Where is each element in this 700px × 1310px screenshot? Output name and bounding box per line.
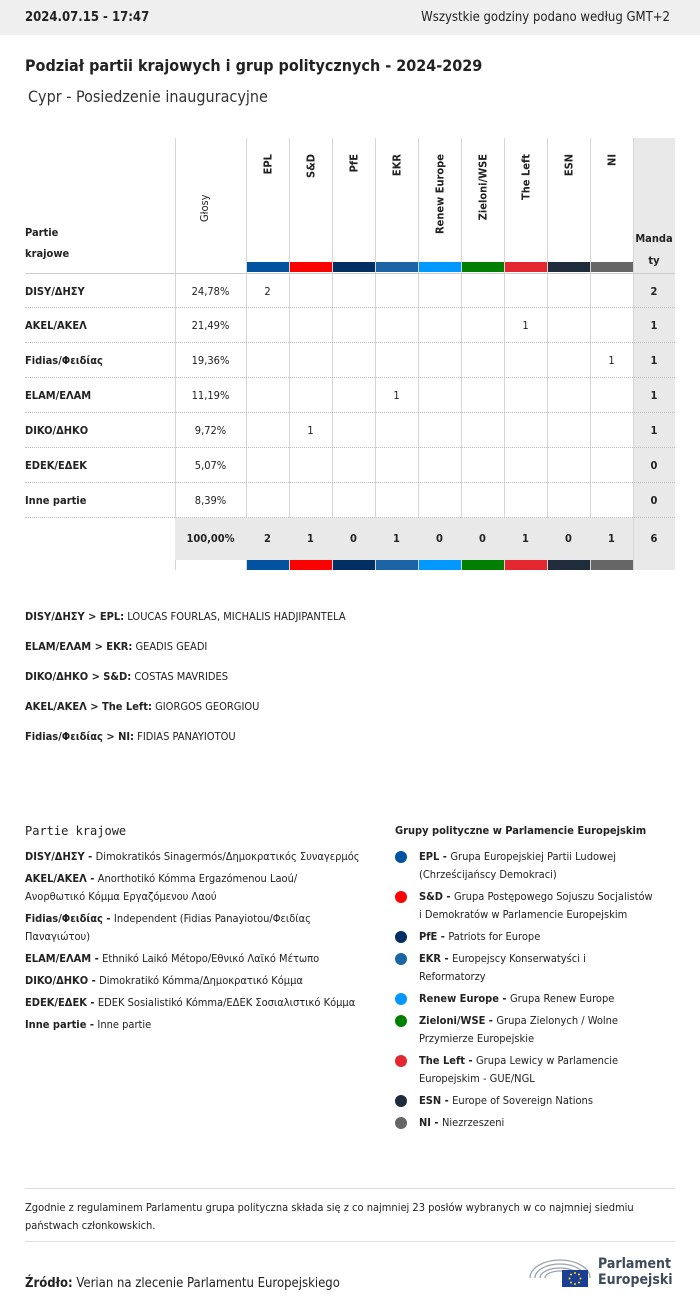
group-color-bar [333,262,375,272]
group-color-dot-icon [395,993,407,1005]
total-seats: 1 [650,319,658,332]
votes-value: 8,39% [194,494,227,507]
legend-group-item [395,1114,655,1132]
group-seats [418,378,461,413]
page-subtitle: Cypr - Posiedzenie inauguracyjne [28,87,268,106]
datetime: 2024.07.15 - 17:47 [25,10,150,25]
group-seats [246,343,289,378]
logo-text-2: Europejski [598,1272,673,1288]
group-seats [375,308,418,343]
group-header-6 [504,138,547,262]
group-header-label: NI [605,154,618,166]
group-seats [246,448,289,483]
group-header-2 [332,138,375,262]
group-seats [375,483,418,518]
legend-party-item [25,1016,360,1034]
source-label: Źródło: [25,1276,73,1291]
hemicycle-icon [528,1252,592,1288]
legend-group-item [395,1052,655,1088]
group-color-dot-icon [395,931,407,943]
group-seats [375,413,418,448]
group-seats [547,413,590,448]
group-seats [547,343,590,378]
table-row [25,413,675,448]
group-color-bar-bottom [505,560,547,570]
group-seats [504,483,547,518]
table-row [25,308,675,343]
group-color-dot-icon [395,953,407,965]
group-seats: 1 [608,354,615,367]
legend-desc: Grupa Zielonych / Wolne Przymierze Europejskie [419,1014,619,1045]
legend-key: The Left - [419,1054,477,1067]
group-seats [504,448,547,483]
group-seats [461,274,504,309]
group-seats [332,308,375,343]
group-header-1 [289,138,332,262]
group-color-dot-icon [395,851,407,863]
total-seats: 2 [650,285,658,298]
legend-key: NI - [419,1116,442,1129]
group-seats [332,448,375,483]
group-header-label: PfE [347,154,360,173]
group-seats [289,308,332,343]
legend-key: AKEL/ΑΚΕΛ - [25,872,98,885]
votes-value: 5,07% [194,459,227,472]
group-seats: 2 [264,285,271,298]
party-name: DIKO/ΔΗΚΟ [25,424,89,437]
assignment-key: DIKO/ΔΗΚΟ > S&D: [25,670,132,683]
assignment-mep-names: GIORGOS GEORGIOU [151,700,260,713]
timezone-note: Wszystkie godziny podano według GMT+2 [421,10,670,25]
party-header-line2: krajowe [25,247,70,260]
assignment-mep-names: COSTAS MAVRIDES [131,670,229,683]
group-seats [332,378,375,413]
source [25,1276,340,1291]
group-seats [590,274,633,309]
group-color-dot-icon [395,1117,407,1129]
group-seats [418,308,461,343]
assignment-item [25,700,346,730]
group-seats [289,448,332,483]
legend-desc: Ethnikó Laikó Métopo/Εθνικό Λαϊκό Μέτωπο [102,952,320,965]
party-name: ELAM/ΕΛΑΜ [25,389,92,402]
totals-cell: 100,00% [186,532,235,545]
legend-group-item [395,950,655,986]
totals-cell: 0 [565,532,572,545]
group-seats [418,448,461,483]
group-seats: 1 [393,389,400,402]
legend-desc: Europe of Sovereign Nations [452,1094,593,1107]
source-text: Verian na zlecenie Parlamentu Europejskiego [72,1276,340,1291]
group-seats: 1 [522,319,529,332]
legend-desc: Grupa Lewicy w Parlamencie Europejskim - GUE/NGL [419,1054,619,1085]
legend-desc: Independent (Fidias Panayiotou/Φειδίας Παναγιώτου) [25,912,311,943]
group-seats [332,343,375,378]
group-color-dot-icon [395,891,407,903]
group-seats [246,308,289,343]
legend-key: Renew Europe - [419,992,510,1005]
table-row [25,483,675,518]
legend-groups-title: Grupy polityczne w Parlamencie Europejskim [395,824,647,837]
group-seats [461,378,504,413]
legend-key: EDEK/ΕΔΕΚ - [25,996,98,1009]
group-seats [246,483,289,518]
legend-group-item [395,1012,655,1048]
votes-value: 19,36% [191,354,230,367]
group-header-label: Zieloni/WSE [476,154,489,221]
totals-cell: 1 [522,532,529,545]
totals-cell: 2 [264,532,271,545]
group-seats [289,343,332,378]
legend-key: EKR - [419,952,453,965]
group-color-bar-bottom [376,560,418,570]
total-seats: 1 [650,354,658,367]
logo-text-1: Parlament [598,1256,672,1272]
assignment-item [25,640,346,670]
legend-parties-title: Partie krajowe [25,824,127,838]
group-header-label: ESN [562,154,575,177]
group-seats [289,274,332,309]
group-color-bar [376,262,418,272]
legend-desc: Anorthotikó Kómma Ergazómenou Laoú/ Ανορθωτικό Κόμμα Εργαζόμενου Λαού [25,872,298,903]
legend-desc: Niezrzeszeni [441,1116,505,1129]
table-row [25,378,675,413]
votes-value: 11,19% [191,389,230,402]
group-seats [246,378,289,413]
group-seats [590,483,633,518]
ep-logo [528,1252,678,1292]
group-seats [418,413,461,448]
group-seats [461,308,504,343]
legend-desc: EDEK Sosialistikó Kómma/ΕΔΕΚ Σοσιαλιστικό Κόμμα [97,996,356,1009]
votes-header-label: Głosy [197,194,211,222]
legend-desc: Europejscy Konserwatyści i Reformatorzy [419,952,586,983]
legend-key: EPL - [419,850,451,863]
group-seats [246,413,289,448]
legend-key: Fidias/Φειδίας - [25,912,114,925]
totals-cell: 0 [350,532,357,545]
group-color-bar [591,262,633,272]
legend-key: DIKO/ΔΗΚΟ - [25,974,100,987]
votes-column-header [175,138,246,262]
party-header-line1: Partie [25,226,59,239]
legend-key: DISY/ΔΗΣΥ - [25,850,96,863]
group-seats [289,483,332,518]
legend-party-item [25,870,360,906]
legend-desc: Dimokratikó Kómma/Δημοκρατικό Κόμμα [99,974,303,987]
legend-desc: Grupa Postępowego Sojuszu Socjalistów i Demokratów w Parlamencie Europejskim [419,890,653,921]
legend-key: ESN - [419,1094,453,1107]
seats-header-line2: ty [648,254,660,267]
votes-value: 9,72% [194,424,227,437]
legend-desc: Dimokratikós Sinagermós/Δημοκρατικός Συναγερμός [95,850,360,863]
group-seats [289,378,332,413]
group-header-label: EPL [261,154,274,175]
group-color-dot-icon [395,1095,407,1107]
footnote: Zgodnie z regulaminem Parlamentu grupa polityczna składa się z co najmniej 23 posłów wybranych w co najmniej siedmiu państwach członkowskich. [25,1188,675,1242]
group-seats [332,483,375,518]
totals-cell: 1 [393,532,400,545]
totals-cell: 6 [650,532,658,545]
group-seats [547,483,590,518]
assignment-key: ELAM/ΕΛΑΜ > EKR: [25,640,133,653]
group-color-bar-bottom [247,560,289,570]
group-seats [375,274,418,309]
group-color-bar [462,262,504,272]
votes-value: 21,49% [191,319,230,332]
totals-cell: 1 [608,532,615,545]
group-seats [418,483,461,518]
party-column-header [25,222,69,264]
totals-cell: 0 [436,532,443,545]
legend-key: ELAM/ΕΛΑΜ - [25,952,103,965]
totals-cell: 0 [479,532,486,545]
legend-group-item [395,888,655,924]
group-color-dot-icon [395,1055,407,1067]
party-name: DISY/ΔΗΣΥ [25,285,85,298]
legend-desc: Grupa Europejskiej Partii Ludowej (Chrześcijańscy Demokraci) [419,850,616,881]
group-header-7 [547,138,590,262]
group-seats [418,343,461,378]
group-seats [504,413,547,448]
group-color-bar [290,262,332,272]
party-name: AKEL/ΑΚΕΛ [25,319,87,332]
legend-group-item [395,848,655,884]
legend-key: PfE - [419,930,449,943]
group-header-8 [590,138,633,262]
votes-value: 24,78% [191,285,230,298]
group-color-bar-bottom [548,560,590,570]
group-header-label: S&D [304,154,317,178]
group-header-label: Renew Europe [433,154,446,234]
group-seats [590,413,633,448]
group-color-bar-bottom [333,560,375,570]
group-seats [461,413,504,448]
group-seats [461,343,504,378]
table-row [25,343,675,378]
group-header-0 [246,138,289,262]
group-seats [418,274,461,309]
party-name: Fidias/Φειδίας [25,354,103,367]
group-header-4 [418,138,461,262]
group-seats [332,413,375,448]
totals-cell: 1 [307,532,314,545]
legend-parties [25,822,360,1038]
mep-assignments [25,610,346,760]
group-header-5 [461,138,504,262]
group-seats [590,448,633,483]
group-seats [504,343,547,378]
legend-group-item [395,928,655,946]
group-header-label: EKR [390,154,403,177]
group-seats [547,274,590,309]
group-color-bar-bottom [462,560,504,570]
group-color-bar-bottom [591,560,633,570]
legend-key: S&D - [419,890,454,903]
legend-party-item [25,972,360,990]
group-seats: 1 [307,424,314,437]
group-seats [332,274,375,309]
party-name: Inne partie [25,494,87,507]
legend-desc: Patriots for Europe [448,930,541,943]
group-color-bar [419,262,461,272]
seats-header-line1: Manda [635,232,673,245]
legend-party-item [25,950,360,968]
group-seats [504,274,547,309]
assignment-key: Fidias/Φειδίας > NI: [25,730,135,743]
seats-column-header [633,228,675,272]
group-color-bar [548,262,590,272]
group-seats [375,448,418,483]
total-seats: 0 [650,494,658,507]
group-color-dot-icon [395,1015,407,1027]
total-seats: 1 [650,389,658,402]
total-seats: 1 [650,424,658,437]
assignment-mep-names: GEADIS GEADI [132,640,208,653]
table-row [25,448,675,483]
legend-group-item [395,990,655,1008]
group-color-bar-bottom [419,560,461,570]
legend-party-item [25,910,360,946]
legend-key: Inne partie - [25,1018,98,1031]
group-seats [461,483,504,518]
group-header-label: The Left [519,154,532,201]
party-name: EDEK/ΕΔΕΚ [25,459,87,472]
assignment-item [25,610,346,640]
assignment-key: AKEL/ΑΚΕΛ > The Left: [25,700,152,713]
group-color-bar [505,262,547,272]
assignment-item [25,670,346,700]
group-seats [461,448,504,483]
group-seats [375,343,418,378]
legend-group-item [395,1092,655,1110]
group-seats [547,378,590,413]
legend-groups [395,822,655,1136]
top-bar [0,0,700,35]
total-seats: 0 [650,459,658,472]
group-color-bar-bottom [290,560,332,570]
assignment-mep-names: FIDIAS PANAYIOTOU [134,730,236,743]
legend-party-item [25,848,360,866]
group-seats [590,308,633,343]
assignment-mep-names: LOUCAS FOURLAS, MICHALIS HADJIPANTELA [124,610,346,623]
group-seats [547,448,590,483]
page-title: Podział partii krajowych i grup politycznych - 2024-2029 [25,56,483,75]
group-header-3 [375,138,418,262]
assignment-key: DISY/ΔΗΣΥ > EPL: [25,610,125,623]
legend-desc: Grupa Renew Europe [509,992,615,1005]
assignment-item [25,730,346,760]
table-row [25,273,675,308]
group-seats [547,308,590,343]
group-color-bar [247,262,289,272]
legend-key: Zieloni/WSE - [419,1014,497,1027]
group-seats [504,378,547,413]
group-seats [590,378,633,413]
legend-party-item [25,994,360,1012]
legend-desc: Inne partie [97,1018,152,1031]
